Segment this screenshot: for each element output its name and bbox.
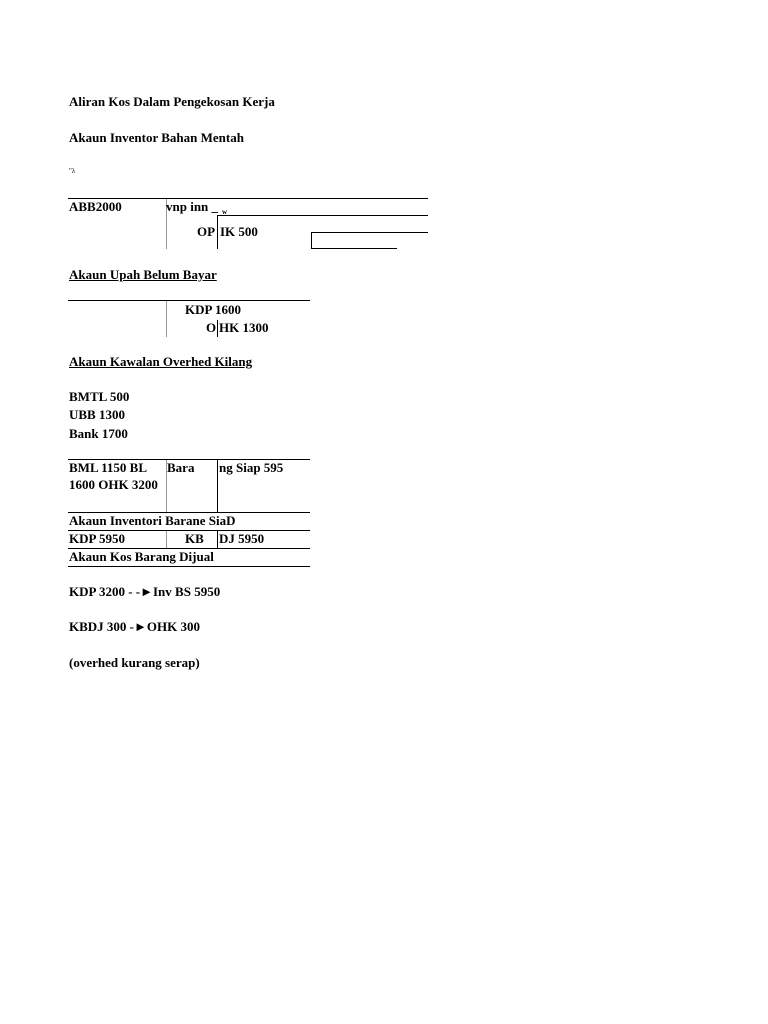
cogs-note: (overhed kurang serap) [69,655,200,670]
t-account-top-rule [68,300,310,301]
page-title: Aliran Kos Dalam Pengekosan Kerja [69,94,275,109]
cogs-line-1: KDP 3200 - -►Inv BS 5950 [69,584,221,599]
op-entry: OP [197,224,216,239]
t-account-inner-divider [217,531,218,548]
overhead-cell-1-line-2: 1600 OHK 3200 [69,477,158,492]
credit-entry: IK 500 [220,224,258,239]
stray-mark: "λ [69,167,76,175]
cogs-heading: Akaun Kos Barang Dijual [69,549,214,564]
wages-entry-2-right: HK 1300 [219,320,269,335]
wages-entry-1: KDP 1600 [185,302,241,317]
box-bottom-rule [311,248,397,249]
t-account-top-rule [68,198,428,199]
wages-entry-2-left: O [206,320,217,335]
overhead-line-2: UBB 1300 [69,407,125,422]
t-account-inner-divider [217,215,218,249]
debit-entry: ABB2000 [69,199,122,214]
cogs-rule [68,566,310,567]
t-account-inner-rule [217,215,428,216]
t-account-inner-divider [217,460,218,512]
overhead-cell-1-line-1: BML 1150 BL [69,460,148,475]
finished-goods-mid: KB [185,531,204,546]
box-top-rule [311,232,428,233]
overhead-control-heading: Akaun Kawalan Overhed Kilang [69,354,253,369]
mid-entry: vnp inn _ [166,199,219,214]
inventory-raw-material-heading: Akaun Inventor Bahan Mentah [69,130,244,145]
overhead-line-3: Bank 1700 [69,426,128,441]
mid-entry-small: w [222,208,228,216]
wages-payable-heading: Akaun Upah Belum Bayar [69,267,217,282]
cogs-line-2: KBDJ 300 -►OHK 300 [69,619,200,634]
overhead-cell-3: ng Siap 595 [219,460,284,475]
finished-goods-left: KDP 5950 [69,531,125,546]
box-left-rule [311,232,312,249]
wages-inner-divider [217,320,218,337]
overhead-line-1: BMTL 500 [69,389,130,404]
finished-goods-right: DJ 5950 [219,531,265,546]
t-account-divider [166,531,167,548]
t-account-divider [166,301,167,337]
overhead-cell-2: Bara [167,460,195,475]
finished-goods-heading: Akaun Inventori Barane SiaD [69,513,236,528]
